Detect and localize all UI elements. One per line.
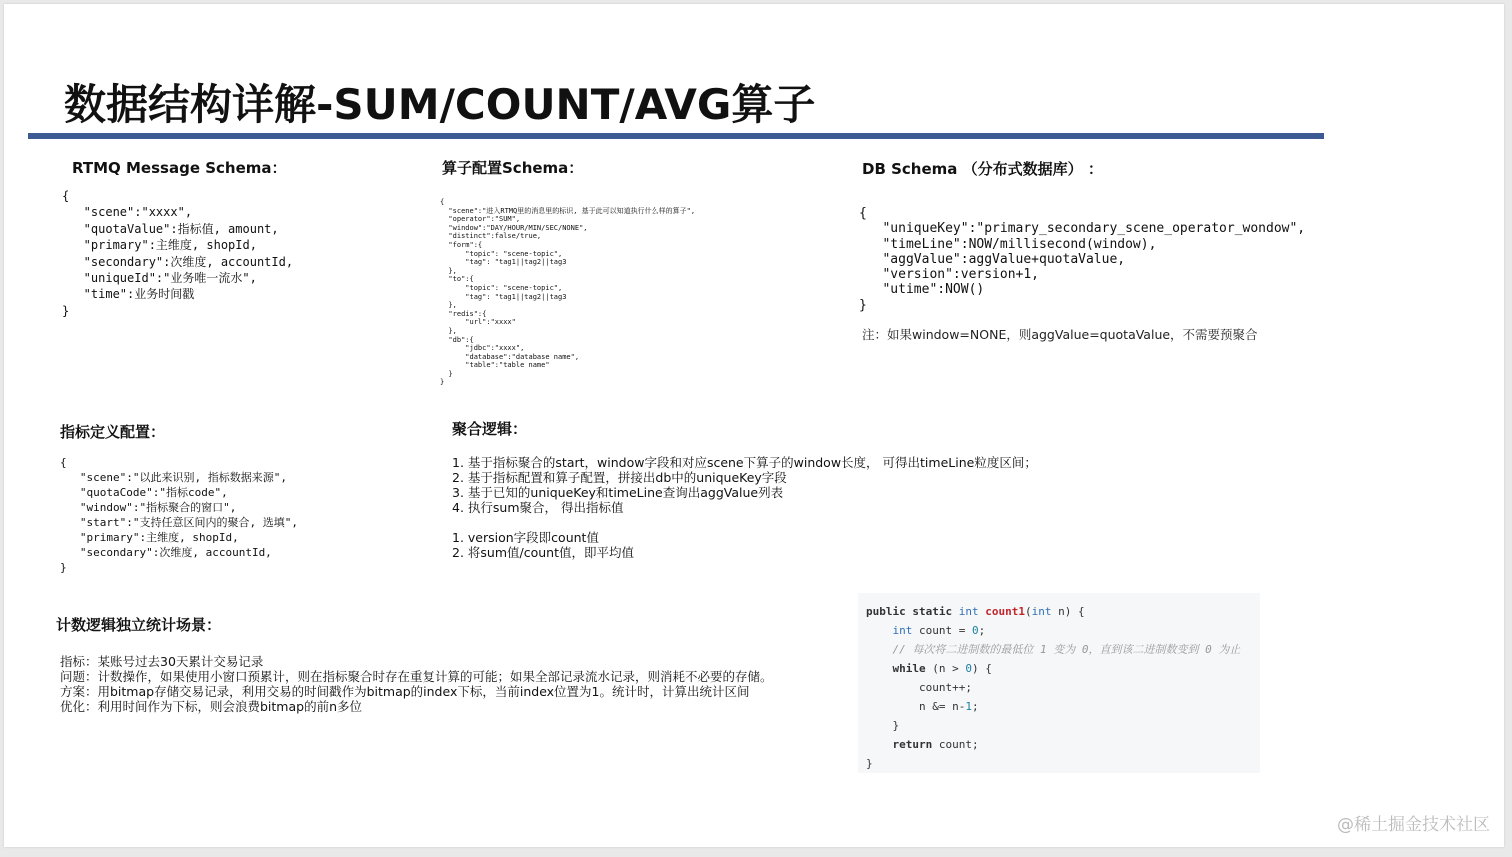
db-schema-heading: DB Schema （分布式数据库） ： [862, 160, 1103, 178]
aggregate-step: 4. 执行sum聚合， 得出指标值 [452, 500, 624, 515]
code-token: ; [971, 700, 979, 713]
count-logic-line: 问题：计数操作，如果使用小窗口预累计，则在指标聚合时存在重复计算的可能；如果全部记录流水记录，则消耗不必要的存储。 [60, 669, 773, 684]
count-logic-line: 方案：用bitmap存储交易记录，利用交易的时间戳作为bitmap的index下标，当前index位置为1。统计时，计算出统计区间 [60, 684, 750, 699]
code-token: return [892, 738, 933, 751]
aggregate-step: 3. 基于已知的uniqueKey和timeLine查询出aggValue列表 [452, 485, 784, 500]
count-logic-line: 优化：利用时间作为下标，则会浪费bitmap的前n多位 [60, 699, 363, 714]
aggregate-step: 1. 基于指标聚合的start，window字段和对应scene下算子的window长度， 可得出timeLine粒度区间； [452, 455, 1037, 470]
code-token: ( [1024, 605, 1032, 618]
avg-step: 2. 将sum值/count值，即平均值 [452, 545, 634, 560]
code-token: } [866, 757, 873, 770]
code-token: 0 [965, 662, 972, 675]
code-token: n) { [1051, 605, 1085, 618]
code-token: int [958, 605, 979, 618]
rtmq-schema-code: { "scene":"xxxx", "quotaValue":指标值, amount, "primary":主维度, shopId, "secondary":次维度, accountId, "uniqueId":"业务唯一流水", "time":业务时间戳 } [62, 189, 294, 318]
count-logic-line: 指标：某账号过去30天累计交易记录 [60, 654, 264, 669]
rtmq-schema-heading: RTMQ Message Schema： [72, 159, 287, 177]
code-token: int [1031, 605, 1052, 618]
code-token: (n > [925, 662, 966, 675]
code-token: count++; [918, 681, 972, 694]
quota-config-code: { "scene":"以此来识别, 指标数据来源", "quotaCode":"指标code", "window":"指标聚合的窗口", "start":"支持任意区间内的聚合, 选填", "primary":主维度, shopId, "secondary":次维度, accountId, } [60, 456, 298, 574]
code-token: ; [978, 624, 986, 637]
operator-schema-heading: 算子配置Schema： [442, 159, 584, 177]
aggregate-step: 2. 基于指标配置和算子配置，拼接出db中的uniqueKey字段 [452, 470, 787, 485]
java-code [866, 602, 1240, 773]
code-token: count = [912, 624, 972, 637]
slide-title: 数据结构详解-SUM/COUNT/AVG算子 [64, 80, 816, 129]
operator-schema-code: { "scene":"进入RTMQ里的消息里的标识, 基于此可以知道执行什么样的算子", "operator":"SUM", "window":"DAY/HOUR/MIN/SEC/NONE", "distinct":false/true, "form":{ "topic": "scene-topic", "tag": "tag1||tag2||tag3 }, "to":{ "topic": "scene-topic", "tag": "tag1||tag2||tag3 }, "redis":{ "url":"xxxx" }, "db":{ "jdbc":"xxxx", "database":"database name", "table":"table name" } } [440, 198, 696, 387]
code-token: } [892, 719, 900, 732]
code-token: 0 [971, 624, 979, 637]
code-token: int [892, 624, 913, 637]
title-divider [28, 133, 1324, 139]
code-token: count1 [985, 605, 1025, 618]
quota-config-heading: 指标定义配置： [60, 423, 166, 441]
code-token: public static [866, 605, 953, 618]
count-logic-heading: 计数逻辑独立统计场景： [56, 616, 222, 634]
db-schema-code: { "uniqueKey":"primary_secondary_scene_operator_wondow", "timeLine":NOW/millisecond(window), "aggValue":aggValue+quotaValue, "version":version+1, "utime":NOW() } [859, 206, 1306, 313]
watermark: @稀土掘金技术社区 [1337, 815, 1490, 835]
avg-step: 1. version字段即count值 [452, 530, 599, 545]
code-token: ) { [972, 662, 992, 675]
code-token: 1 [965, 700, 972, 713]
code-comment: // 每次将二进制数的最低位 1 变为 0，直到该二进制数变到 0 为止 [892, 643, 1241, 656]
db-schema-note: 注：如果window=NONE，则aggValue=quotaValue，不需要预聚合 [862, 327, 1258, 342]
aggregate-logic-heading: 聚合逻辑： [452, 420, 528, 438]
count-logic-list [60, 654, 773, 714]
avg-steps-list [452, 530, 634, 560]
aggregate-steps-list [452, 455, 1037, 515]
code-token: count; [932, 738, 979, 751]
code-token: while [892, 662, 926, 675]
code-token: n &= n- [918, 700, 966, 713]
